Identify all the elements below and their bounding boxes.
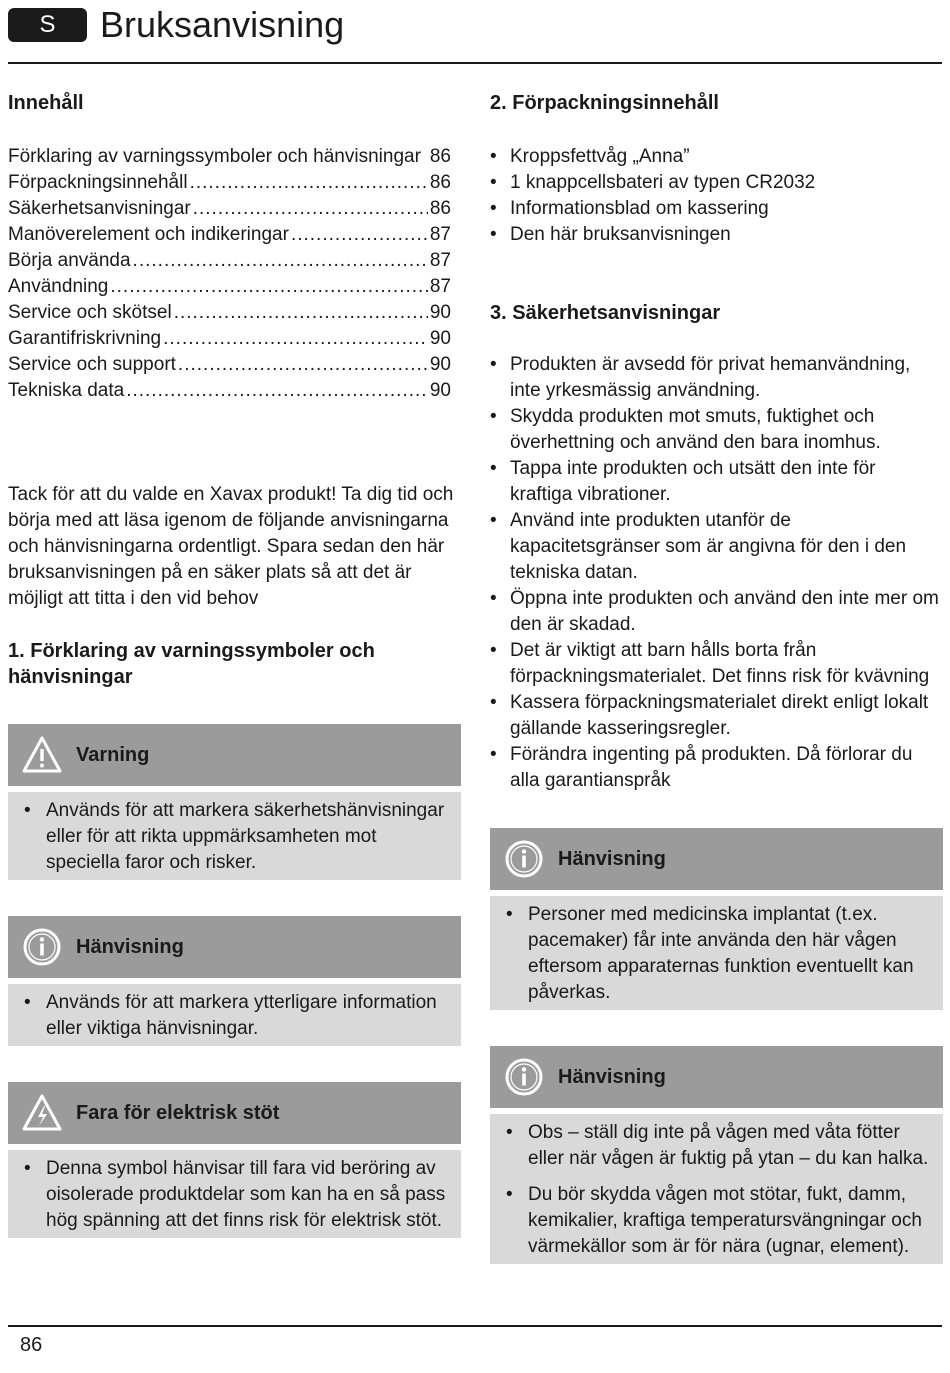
info-box-body <box>490 1114 943 1264</box>
info-circle-icon <box>504 1057 544 1097</box>
footer-rule <box>8 1325 942 1327</box>
toc-heading: Innehåll <box>8 92 84 114</box>
list-item: • Förändra ingenting på produkten. Då förlorar du alla garantianspråk <box>490 742 943 794</box>
toc-item[interactable]: Säkerhetsanvisningar ..... 86 <box>8 196 451 222</box>
info-box-header <box>490 828 943 890</box>
info-box-title: Hänvisning <box>558 1065 666 1088</box>
info-box <box>490 1046 943 1264</box>
info-box <box>8 916 461 1046</box>
header-rule <box>8 62 942 64</box>
toc-item[interactable]: Tekniska data ..... 90 <box>8 378 451 404</box>
info-box-title: Hänvisning <box>76 935 184 958</box>
left-column <box>8 90 463 1238</box>
list-item: • 1 knappcellsbateri av typen CR2032 <box>490 170 943 196</box>
info-circle-icon <box>22 927 62 967</box>
electric-shock-box-body <box>8 1150 461 1238</box>
info-box-title: Hänvisning <box>558 847 666 870</box>
toc-item[interactable]: Börja använda ..... 87 <box>8 248 451 274</box>
toc-item[interactable]: Garantifriskrivning ..... 90 <box>8 326 451 352</box>
right-column <box>490 90 943 1264</box>
page-number: 86 <box>20 1334 43 1356</box>
toc-item[interactable]: Förklaring av varningssymboler och hänvisningar 86 <box>8 146 451 167</box>
list-item: • Produkten är avsedd för privat hemanvändning, inte yrkesmässig användning. <box>490 352 943 404</box>
list-item: • Skydda produkten mot smuts, fuktighet och överhettning och använd den bara inomhus. <box>490 404 943 456</box>
toc-item[interactable]: Service och skötsel ..... 90 <box>8 300 451 326</box>
list-item: • Används för att markera säkerhetshänvisningar eller för att rikta uppmärksamheten mot speciella faror och risker. <box>24 798 447 876</box>
list-item: • Kassera förpackningsmaterialet direkt enligt lokalt gällande kasseringsregler. <box>490 690 943 742</box>
info-box-header <box>490 1046 943 1108</box>
info-box-body <box>490 896 943 1010</box>
language-badge: S <box>8 8 87 42</box>
electric-shock-box-title: Fara för elektrisk stöt <box>76 1101 280 1124</box>
section-3-title: 3. Säkerhetsanvisningar <box>490 302 721 324</box>
warning-box-title: Varning <box>76 743 150 766</box>
safety-list <box>490 352 943 794</box>
list-item: • Den här bruksanvisningen <box>490 222 943 248</box>
list-item: • Denna symbol hänvisar till fara vid beröring av oisolerade produktdelar som kan ha en så pass hög spänning att det finns risk för elektrisk stöt. <box>24 1156 447 1234</box>
warning-box-header <box>8 724 461 786</box>
list-item: • Personer med medicinska implantat (t.ex. pacemaker) får inte använda den här vågen eftersom apparaternas funktion eventuellt kan påverkas. <box>506 902 929 1006</box>
list-item: • Kroppsfettvåg „Anna” <box>490 144 943 170</box>
list-item: • Använd inte produkten utanför de kapacitetsgränser som är angivna för den i den tekniska datan. <box>490 508 943 586</box>
electric-shock-icon <box>22 1093 62 1133</box>
warning-box-body <box>8 792 461 880</box>
warning-box <box>8 724 461 880</box>
list-item: • Du bör skydda vågen mot stötar, fukt, damm, kemikalier, kraftiga temperatursvängningar och värmekällor som är för nära (ugnar, element). <box>506 1182 929 1260</box>
toc-item[interactable]: Service och support ..... 90 <box>8 352 451 378</box>
info-box-header <box>8 916 461 978</box>
electric-shock-box-header <box>8 1082 461 1144</box>
document-title: Bruksanvisning <box>100 4 345 45</box>
info-circle-icon <box>504 839 544 879</box>
intro-paragraph: Tack för att du valde en Xavax produkt! Ta dig tid och börja med att läsa igenom de följande anvisningarna och hänvisningarna ordentligt. Spara sedan den här bruksanvisningen på en säker plats så att det är möjligt att titta i den vid behov <box>8 484 454 609</box>
list-item: • Används för att markera ytterligare information eller viktiga hänvisningar. <box>24 990 447 1042</box>
electric-shock-box <box>8 1082 461 1238</box>
list-item: • Obs – ställ dig inte på vågen med våta fötter eller när vågen är fuktig på ytan – du kan halka. <box>506 1120 929 1172</box>
list-item: • Öppna inte produkten och använd den inte mer om den är skadad. <box>490 586 943 638</box>
table-of-contents <box>8 144 451 404</box>
info-box <box>490 828 943 1010</box>
toc-item[interactable]: Manöverelement och indikeringar ..... 87 <box>8 222 451 248</box>
section-1-title: 1. Förklaring av varningssymboler och hänvisningar <box>8 640 375 688</box>
warning-triangle-icon <box>22 735 62 775</box>
package-contents-list <box>490 144 943 248</box>
section-2-title: 2. Förpackningsinnehåll <box>490 92 719 114</box>
list-item: • Informationsblad om kassering <box>490 196 943 222</box>
list-item: • Det är viktigt att barn hålls borta från förpackningsmaterialet. Det finns risk för kvävning <box>490 638 943 690</box>
toc-item[interactable]: Förpackningsinnehåll ..... 86 <box>8 170 451 196</box>
toc-item[interactable]: Användning ..... 87 <box>8 274 451 300</box>
info-box-body <box>8 984 461 1046</box>
list-item: • Tappa inte produkten och utsätt den inte för kraftiga vibrationer. <box>490 456 943 508</box>
